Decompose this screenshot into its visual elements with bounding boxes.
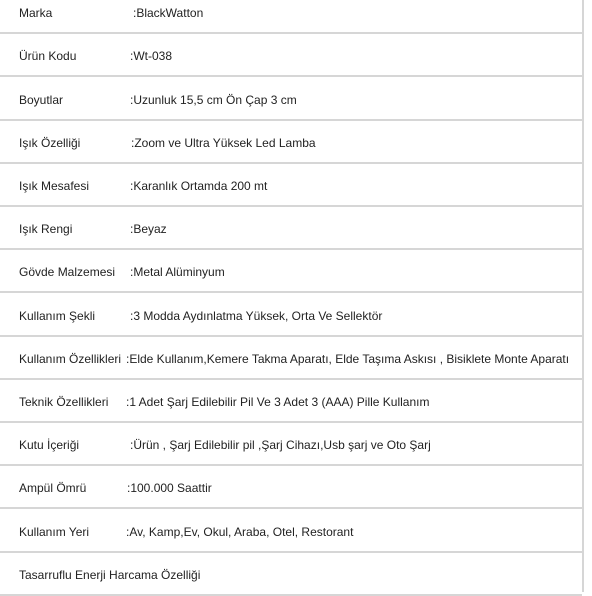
spec-row-kutu-icerigi [0, 425, 582, 466]
spec-label: Kutu İçeriği [19, 437, 80, 452]
spec-label: Kullanım Özellikleri [19, 351, 122, 366]
spec-row-kullanim-yeri [0, 512, 582, 553]
spec-label: Işık Mesafesi [19, 178, 90, 193]
spec-row-kullanim-sekli [0, 296, 582, 337]
spec-value: :3 Modda Aydınlatma Yüksek, Orta Ve Sellektör [130, 308, 383, 323]
spec-row-urun-kodu [0, 36, 582, 77]
spec-label: Gövde Malzemesi [19, 264, 116, 279]
spec-row-kullanim-ozellikleri [0, 339, 582, 380]
spec-label: Ürün Kodu [19, 48, 77, 63]
spec-label: Boyutlar [19, 92, 64, 107]
spec-value: :Metal Alüminyum [130, 264, 225, 279]
spec-row-isik-rengi [0, 209, 582, 250]
spec-row-ampul-omru [0, 468, 582, 509]
spec-label: Işık Rengi [19, 221, 73, 236]
spec-row-isik-ozelligi [0, 123, 582, 164]
spec-label: Kullanım Yeri [19, 524, 90, 539]
spec-row-marka [0, 0, 582, 34]
spec-row-boyutlar [0, 80, 582, 121]
spec-row-isik-mesafesi [0, 166, 582, 207]
spec-value: :Beyaz [130, 221, 167, 236]
spec-value: :Karanlık Ortamda 200 mt [130, 178, 268, 193]
spec-value: :1 Adet Şarj Edilebilir Pil Ve 3 Adet 3 (AAA) Pille Kullanım [126, 394, 430, 409]
spec-row-teknik-ozellikleri [0, 382, 582, 423]
spec-label: Marka [19, 5, 53, 20]
spec-value: :BlackWatton [133, 5, 204, 20]
spec-value: :100.000 Saattir [127, 480, 212, 495]
spec-value: :Uzunluk 15,5 cm Ön Çap 3 cm [130, 92, 297, 107]
spec-row-tasarruflu-enerji [0, 555, 582, 596]
spec-value: :Wt-038 [130, 48, 173, 63]
spec-label: Işık Özelliği [19, 135, 81, 150]
spec-value: :Ürün , Şarj Edilebilir pil ,Şarj Cihazı,Usb şarj ve Oto Şarj [130, 437, 431, 452]
spec-value: :Zoom ve Ultra Yüksek Led Lamba [131, 135, 316, 150]
spec-row-govde-malzemesi [0, 252, 582, 293]
spec-label: Tasarruflu Enerji Harcama Özelliği [19, 567, 201, 582]
spec-label: Kullanım Şekli [19, 308, 96, 323]
spec-value: :Av, Kamp,Ev, Okul, Araba, Otel, Restorant [126, 524, 354, 539]
spec-label: Ampül Ömrü [19, 480, 87, 495]
spec-value: :Elde Kullanım,Kemere Takma Aparatı, Elde Taşıma Askısı , Bisiklete Monte Aparatı [126, 351, 570, 366]
spec-label: Teknik Özellikleri [19, 394, 109, 409]
